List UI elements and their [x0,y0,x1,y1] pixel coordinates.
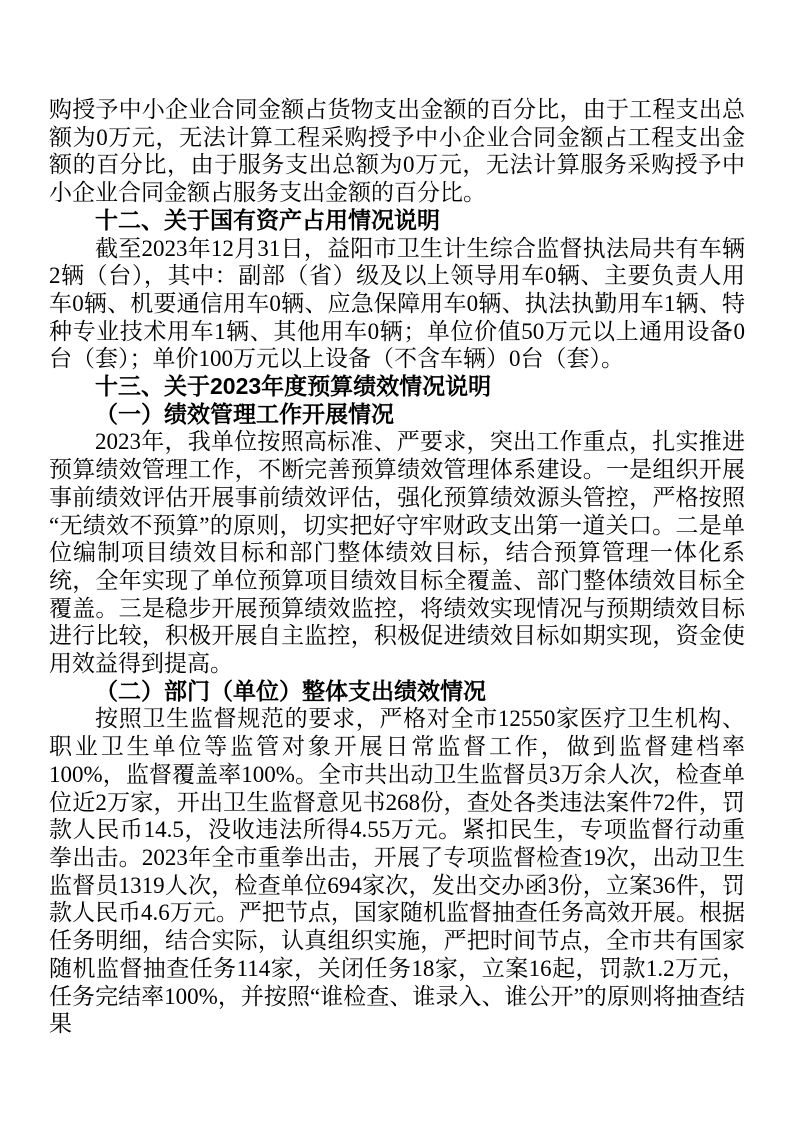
document-body [49,96,745,1038]
heading-section-13-budget-performance: 十三、关于2023年度预算绩效情况说明 [95,373,492,400]
heading-section-12-state-assets: 十二、关于国有资产占用情况说明 [95,206,440,233]
paragraph-procurement-percentage-continuation: 购授予中小企业合同金额占货物支出金额的百分比，由于工程支出总额为0万元，无法计算工程采购授予中小企业合同金额占工程支出金额的百分比，由于服务支出总额为0万元，无法计算服务采购授予中小企业合同金额占服务支出金额的百分比。 [49,97,745,206]
paragraph-department-expenditure-detail: 按照卫生监督规范的要求，严格对全市12550家医疗卫生机构、职业卫生单位等监管对象开展日常监督工作，做到监督建档率100%，监督覆盖率100%。全市共出动卫生监督员3万余人次，检查单位近2万家，开出卫生监督意见书268份，查处各类违法案件72件，罚款人民币14.5，没收违法所得4.55万元。紧扣民生，专项监督行动重拳出击。2023年全市重拳出击，开展了专项监督检查19次，出动卫生监督员1319人次，检查单位694家次，发出交办函3份，立案36件，罚款人民币4.6万元。严把节点，国家随机监督抽查任务高效开展。根据任务明细，结合实际，认真组织实施，严把时间节点，全市共有国家随机监督抽查任务114家，关闭任务18家，立案16起，罚款1.2万元，任务完结率100%，并按照“谁检查、谁录入、谁公开”的原则将抽查结果 [49,706,745,1037]
paragraph-performance-management-detail: 2023年，我单位按照高标准、严要求，突出工作重点，扎实推进预算绩效管理工作，不断完善预算绩效管理体系建设。一是组织开展事前绩效评估开展事前绩效评估，强化预算绩效源头管控，严格按照“无绩效不预算”的原则，切实把好守牢财政支出第一道关口。二是单位编制项目绩效目标和部门整体绩效目标，结合预算管理一体化系统，全年实现了单位预算项目绩效目标全覆盖、部门整体绩效目标全覆盖。三是稳步开展预算绩效监控，将绩效实现情况与预期绩效目标进行比较，积极开展自主监控，积极促进绩效目标如期实现，资金使用效益得到提高。 [49,429,745,677]
subheading-department-overall-expenditure: （二）部门（单位）整体支出绩效情况 [95,677,486,704]
subheading-performance-management-work: （一）绩效管理工作开展情况 [95,400,394,427]
paragraph-state-assets-detail: 截至2023年12月31日，益阳市卫生计生综合监督执法局共有车辆2辆（台），其中：副部（省）级及以上领导用车0辆、主要负责人用车0辆、机要通信用车0辆、应急保障用车0辆、执法执勤用车1辆、特种专业技术用车1辆、其他用车0辆；单位价值50万元以上通用设备0台（套）；单价100万元以上设备（不含车辆）0台（套）。 [49,235,745,372]
